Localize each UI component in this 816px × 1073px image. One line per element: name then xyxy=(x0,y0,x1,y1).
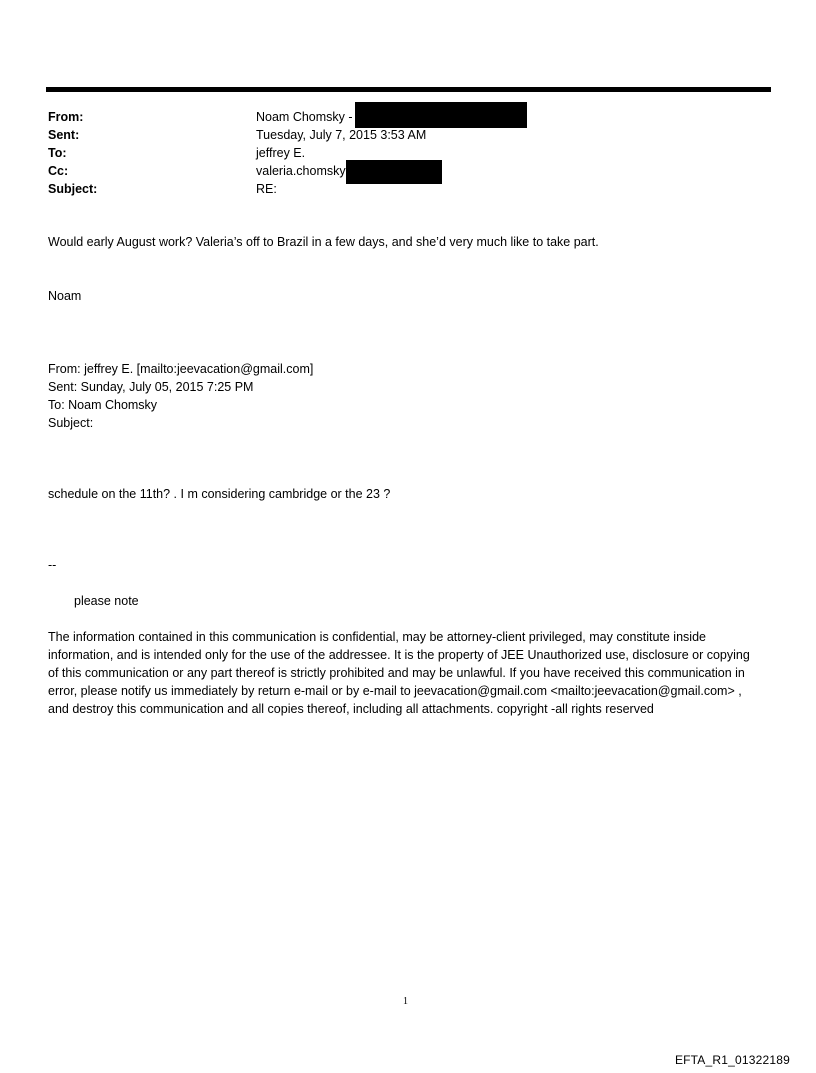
page-number: 1 xyxy=(403,996,408,1007)
from-label: From: xyxy=(48,110,84,124)
from-row xyxy=(48,108,527,126)
to-value: jeffrey E. xyxy=(256,146,306,160)
sent-row xyxy=(48,126,527,144)
subject-value: RE: xyxy=(256,182,277,196)
subject-label: Subject: xyxy=(48,182,98,196)
quoted-body: schedule on the 11th? . I m considering cambridge or the 23 ? xyxy=(48,487,391,501)
header-divider xyxy=(46,87,771,92)
message-body: Would early August work? Valeria’s off to Brazil in a few days, and she’d very much like to take part. xyxy=(48,235,599,249)
cc-row xyxy=(48,162,527,180)
quoted-from-line: From: jeffrey E. [mailto:jeevacation@gmail.com] xyxy=(48,362,314,376)
quoted-to-line: To: Noam Chomsky xyxy=(48,398,158,412)
from-value: Noam Chomsky - xyxy=(256,108,527,126)
redaction-box xyxy=(355,102,527,128)
confidentiality-disclaimer xyxy=(48,628,763,718)
sent-value: Tuesday, July 7, 2015 3:53 AM xyxy=(256,128,427,142)
subject-row xyxy=(48,180,527,198)
quoted-sent-line: Sent: Sunday, July 05, 2015 7:25 PM xyxy=(48,380,254,394)
to-row xyxy=(48,144,527,162)
email-header xyxy=(48,108,527,198)
please-note: please note xyxy=(74,594,139,608)
from-name: Noam Chomsky xyxy=(256,110,345,124)
to-label: To: xyxy=(48,146,67,160)
document-id: EFTA_R1_01322189 xyxy=(674,1053,790,1067)
quoted-header xyxy=(48,360,313,432)
signature-separator: -- xyxy=(48,558,57,572)
disclaimer-text: The information contained in this communication is confidential, may be attorney-client privileged, may constitute inside information, and is intended only for the use of the addressee. It is the property of JEE Unauthorized use, disclosure or copying of this communication or any part thereof is strictly prohibited and may be unlawful. If you have received this communication in error, please notify us immediately by return e-mail or by e-mail to jeevacation@gmail.com <mailto:jeevacation@gmail.com> , and destroy this communication and all copies thereof, including all attachments. copyright -all rights reserved xyxy=(48,630,750,716)
redaction-box xyxy=(346,160,442,184)
cc-name: valeria.chomsky xyxy=(256,164,346,178)
cc-value xyxy=(256,162,442,180)
quoted-subject-line: Subject: xyxy=(48,416,94,430)
cc-label: Cc: xyxy=(48,164,69,178)
sent-label: Sent: xyxy=(48,128,80,142)
message-signature: Noam xyxy=(48,289,82,303)
